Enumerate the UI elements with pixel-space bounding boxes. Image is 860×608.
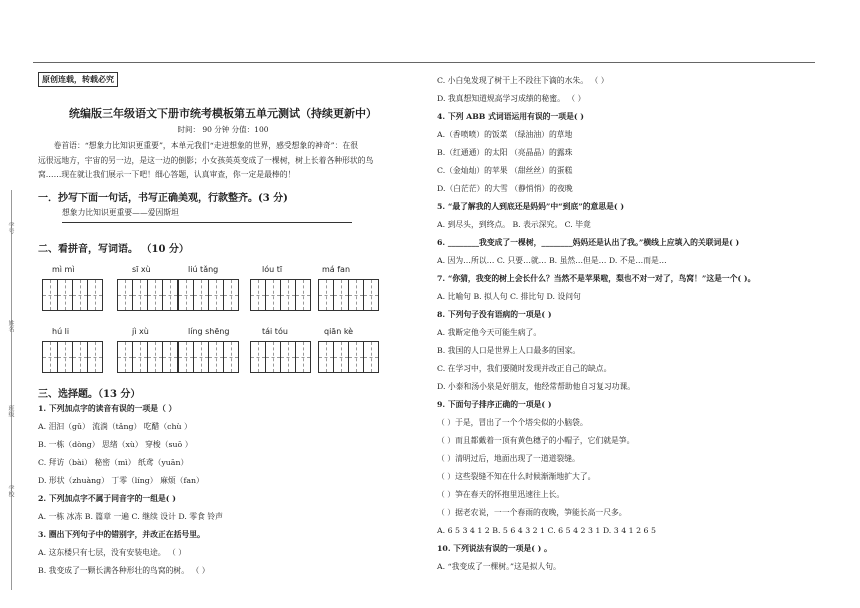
copy-sentence: 想象力比知识更重要——爱因斯坦	[62, 207, 179, 217]
pinyin: jì xù	[132, 326, 149, 336]
option-line: （ ）据老农说，一一个春雨的夜晚，笋能长高一尺多。	[437, 508, 627, 517]
question-line: 9. 下面句子排序正确的一项是( )	[437, 400, 552, 409]
intro-line: 远很远地方，宇宙的另一边，是这一边的倒影；小女孩英英变成了一棵树，树上长着各种形状的鸟	[38, 155, 374, 165]
q1-option: C. 拜访（bài） 秘密（mì） 纸鸢（yuān）	[38, 457, 189, 467]
option-line: A. 我断定他今天可能生病了。	[437, 328, 542, 337]
question-2: 2. 下列加点字不属于同音字的一组是( )	[38, 493, 176, 503]
answer-grid[interactable]	[318, 341, 379, 373]
option-line: （ ）而且都戴着一顶有黄色穗子的小帽子，它们就是笋。	[437, 436, 635, 445]
option-line: D.（白茫茫）的大雪 （静悄悄）的夜晚	[437, 184, 573, 193]
pinyin: qiān kè	[324, 326, 354, 336]
option-line: A.（香喷喷）的饭菜 （绿油油）的草地	[437, 130, 573, 139]
page-title: 统编版三年级语文下册市统考模板第五单元测试（持续更新中）	[69, 107, 377, 120]
seal-line	[11, 190, 12, 590]
option-line: （ ）笋在春天的怀抱里迅速往上长。	[437, 490, 565, 499]
pinyin: sī xù	[132, 264, 151, 274]
left-column	[38, 72, 408, 580]
label-school: 学校	[7, 485, 14, 497]
question-line: 5. “最了解我的人到底还是妈妈”中“到底”的意思是( )	[437, 202, 625, 211]
option-line: （ ）这些裂缝不知在什么时候渐渐地扩大了。	[437, 472, 596, 481]
question-1: 1. 下列加点字的读音有误的一项是（ ）	[38, 403, 177, 413]
exam-meta: 时间： 90 分钟 分值：100	[177, 125, 269, 134]
option-line: A. 因为…所以… C. 只要…就… B. 虽然…但是… D. 不是…而是…	[437, 256, 667, 265]
option-line: C. 在学习中，我们要随时发现并改正自己的缺点。	[437, 364, 612, 373]
option-line: （ ）于是，冒出了一个个塔尖似的小脑袋。	[437, 418, 588, 427]
question-line: 8. 下列句子没有语病的一项是( )	[437, 310, 552, 319]
pinyin: tái tóu	[262, 326, 288, 336]
pinyin: líng shēng	[188, 326, 230, 336]
option-line: C.（金灿灿）的苹果 （甜丝丝）的蛋糕	[437, 166, 573, 175]
writing-line-wrap	[38, 222, 408, 230]
intro-line: 卷首语：“想象力比知识更重要”，本单元我们“走进想象的世界，感受想象的神奇”：在很	[53, 141, 359, 150]
q2-options: A. 一栋 冰冻 B. 篇章 一遍 C. 继续 设计 D. 零食 铃声	[38, 511, 223, 521]
question-line: 6. ________我变成了一棵树，________妈妈还是认出了我。”横线上应填入的关联词是( )	[437, 238, 740, 247]
label-class: 班级	[7, 405, 14, 417]
section-2-heading: 二、看拼音，写词语。 （10 分）	[38, 243, 189, 255]
right-column	[437, 72, 837, 576]
pinyin: lóu tī	[262, 264, 283, 274]
answer-grid[interactable]	[178, 279, 239, 311]
option-line: D. 小泰和汤小泉是好朋友，他经常帮助他自习复习功课。	[437, 382, 636, 391]
pinyin: liú tǎng	[188, 264, 219, 274]
pinyin: mì mì	[52, 264, 75, 274]
answer-grid[interactable]	[117, 341, 178, 373]
top-rule	[33, 62, 815, 63]
option-line: D. 我真想知道规高学习成绩的秘蜜。 （ ）	[437, 94, 586, 103]
intro-line: 窝……现在就让我们展示一下吧！细心答题，认真审查，你一定是最棒的！	[38, 170, 296, 179]
answer-grid[interactable]	[318, 279, 379, 311]
question-line: 7. “你猜，我变的树上会长什么？当然不是苹果啦，梨也不对一对了，鸟窝！”这是一个( )。	[437, 274, 756, 283]
writing-line[interactable]	[62, 222, 352, 223]
answer-grid[interactable]	[42, 341, 103, 373]
option-line: A. “我变成了一棵树。”这是拟人句。	[437, 562, 561, 571]
option-line: C. 小白兔发现了树干上不段往下滴的水朱。 （ ）	[437, 76, 609, 85]
q3-option: A. 这东楼只有七层，没有安装电途。 （ ）	[38, 547, 187, 557]
q1-option: A. 泪汩（gǔ） 流淌（tǎng） 吃醋（chù ）	[38, 421, 192, 431]
copyright-stamp: 原创连载，转载必究	[38, 72, 118, 87]
pinyin: hú li	[52, 326, 70, 336]
option-line: （ ）清明过后，地面出现了一道道裂缝。	[437, 454, 580, 463]
option-line: B.（红通通）的太阳 （亮晶晶）的露珠	[437, 148, 573, 157]
section-1-heading: 一．抄写下面一句话，书写正确美观，行款整齐。(3 分)	[38, 192, 288, 204]
pinyin-row-1	[38, 265, 408, 323]
pinyin-row-2	[38, 327, 408, 385]
question-line: 4. 下列 ABB 式词语运用有误的一项是( )	[437, 112, 584, 121]
q1-option: D. 形状（zhuàng） 丁零（líng） 麻烦（fan）	[38, 475, 204, 485]
binding-margin	[0, 150, 40, 608]
answer-grid[interactable]	[250, 341, 311, 373]
pinyin: má fan	[322, 264, 351, 274]
q3-option: B. 我变成了一颗长满各种形壮的鸟窝的树。 （ ）	[38, 565, 210, 575]
label-student-no: 学号	[7, 222, 14, 234]
option-line: B. 我国的人口是世界上人口最多的国家。	[437, 346, 581, 355]
question-line: 10. 下列说法有误的一项是( ) 。	[437, 544, 552, 553]
question-3: 3. 圈出下列句子中的错别字，并改正在括号里。	[38, 529, 205, 539]
answer-grid[interactable]	[42, 279, 103, 311]
answer-grid[interactable]	[250, 279, 311, 311]
option-line: A. 6 5 3 4 1 2 B. 5 6 4 3 2 1 C. 6 5 4 2 3 1 D. 3 4 1 2 6 5	[437, 526, 656, 535]
section-3-heading: 三、选择题。（13 分）	[38, 388, 141, 400]
q1-option: B. 一栋（dòng） 思绪（xù） 穿梭（suō ）	[38, 439, 193, 449]
label-name: 姓名	[7, 320, 14, 332]
option-line: A. 比喻句 B. 拟人句 C. 排比句 D. 设问句	[437, 292, 581, 301]
option-line: A. 到尽头，到终点。 B. 表示深究。 C. 毕竟	[437, 220, 591, 229]
answer-grid[interactable]	[117, 279, 178, 311]
intro-paragraph	[38, 139, 408, 183]
answer-grid[interactable]	[178, 341, 239, 373]
